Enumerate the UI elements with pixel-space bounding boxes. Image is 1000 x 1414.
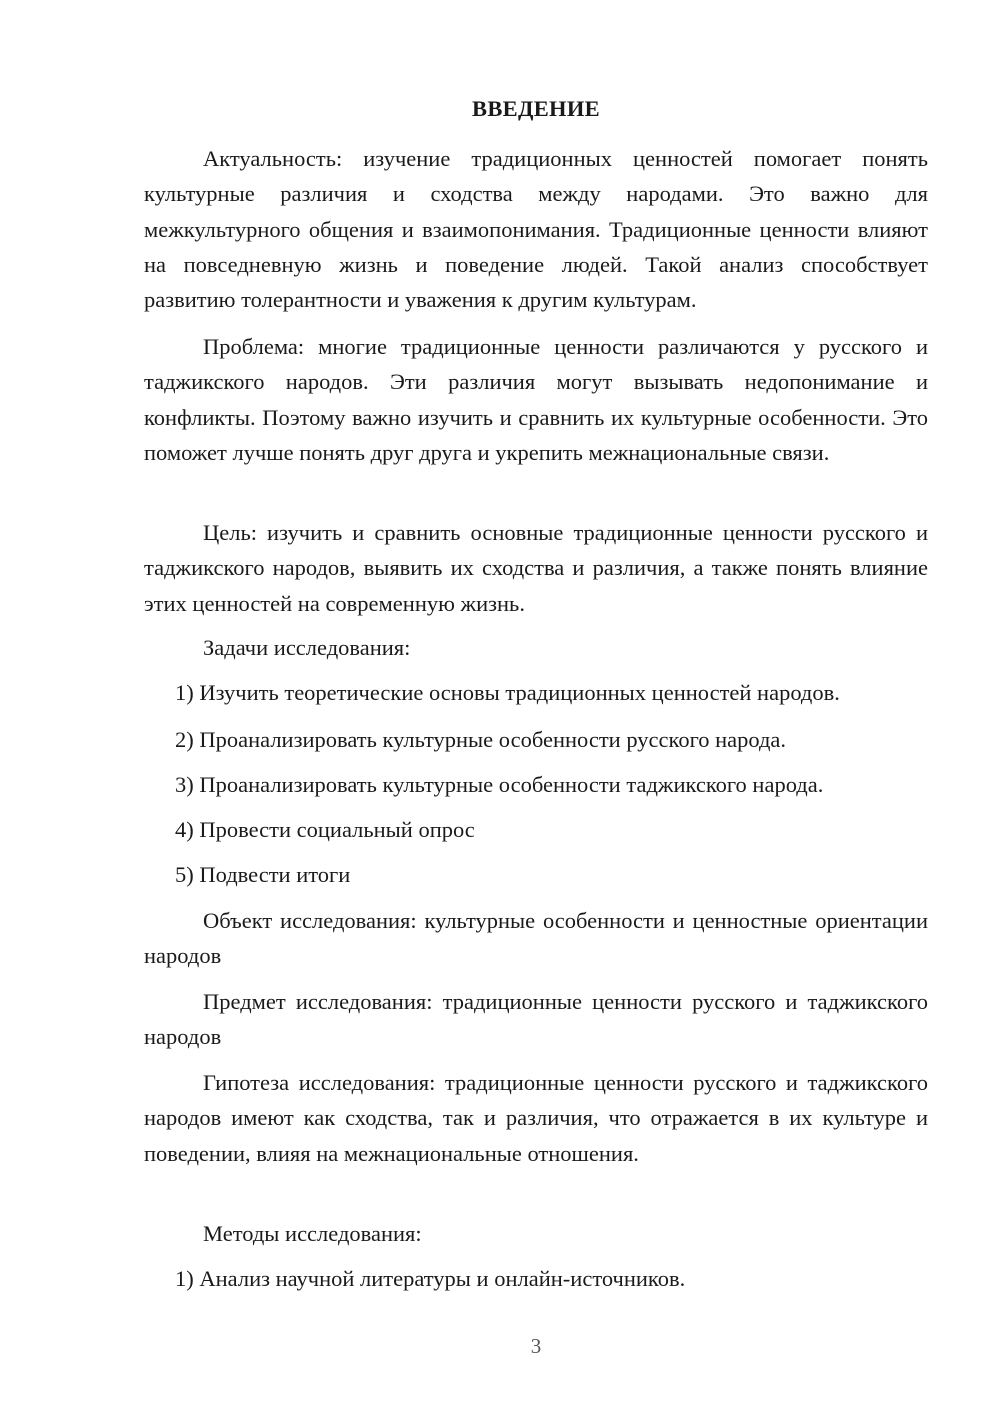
tasks-title: Задачи исследования: xyxy=(203,635,411,660)
page-number: 3 xyxy=(530,1334,542,1358)
paragraph-relevance: Актуальность: изучение традиционных ценностей помогает понять культурные различия и сходства между народами. Это важно для межкультурного общения и взаимопонимания. Традиционные ценности влияют на повседневную жизнь и поведение людей. Такой анализ способствует развитию толерантности и уважения к другим культурам. xyxy=(144,146,928,313)
task-item-3: 3) Проанализировать культурные особенности таджикского народа. xyxy=(175,772,824,797)
task-item-5: 5) Подвести итоги xyxy=(175,862,351,887)
paragraph-hypothesis: Гипотеза исследования: традиционные ценности русского и таджикского народов имеют как сходства, так и различия, что отражается в их культуре и поведении, влияя на межнациональные отношения. xyxy=(144,1070,928,1166)
paragraph-goal: Цель: изучить и сравнить основные традиционные ценности русского и таджикского народов, выявить их сходства и различия, а также понять влияние этих ценностей на современную жизнь. xyxy=(144,520,928,616)
task-item-2: 2) Проанализировать культурные особенности русского народа. xyxy=(175,727,787,752)
methods-title: Методы исследования: xyxy=(203,1221,422,1246)
paragraph-object: Объект исследования: культурные особенности и ценностные ориентации народов xyxy=(144,908,928,969)
task-item-1: 1) Изучить теоретические основы традиционных ценностей народов. xyxy=(175,680,840,705)
paragraph-subject: Предмет исследования: традиционные ценности русского и таджикского народов xyxy=(144,989,928,1050)
page-title: ВВЕДЕНИЕ xyxy=(472,96,600,121)
task-item-4: 4) Провести социальный опрос xyxy=(175,817,475,842)
method-item-1: 1) Анализ научной литературы и онлайн-источников. xyxy=(175,1266,686,1291)
paragraph-problem: Проблема: многие традиционные ценности различаются у русского и таджикского народов. Эти различия могут вызывать недопонимание и конфликты. Поэтому важно изучить и сравнить их культурные особенности. Это поможет лучше понять друг друга и укрепить межнациональные связи. xyxy=(144,334,928,465)
